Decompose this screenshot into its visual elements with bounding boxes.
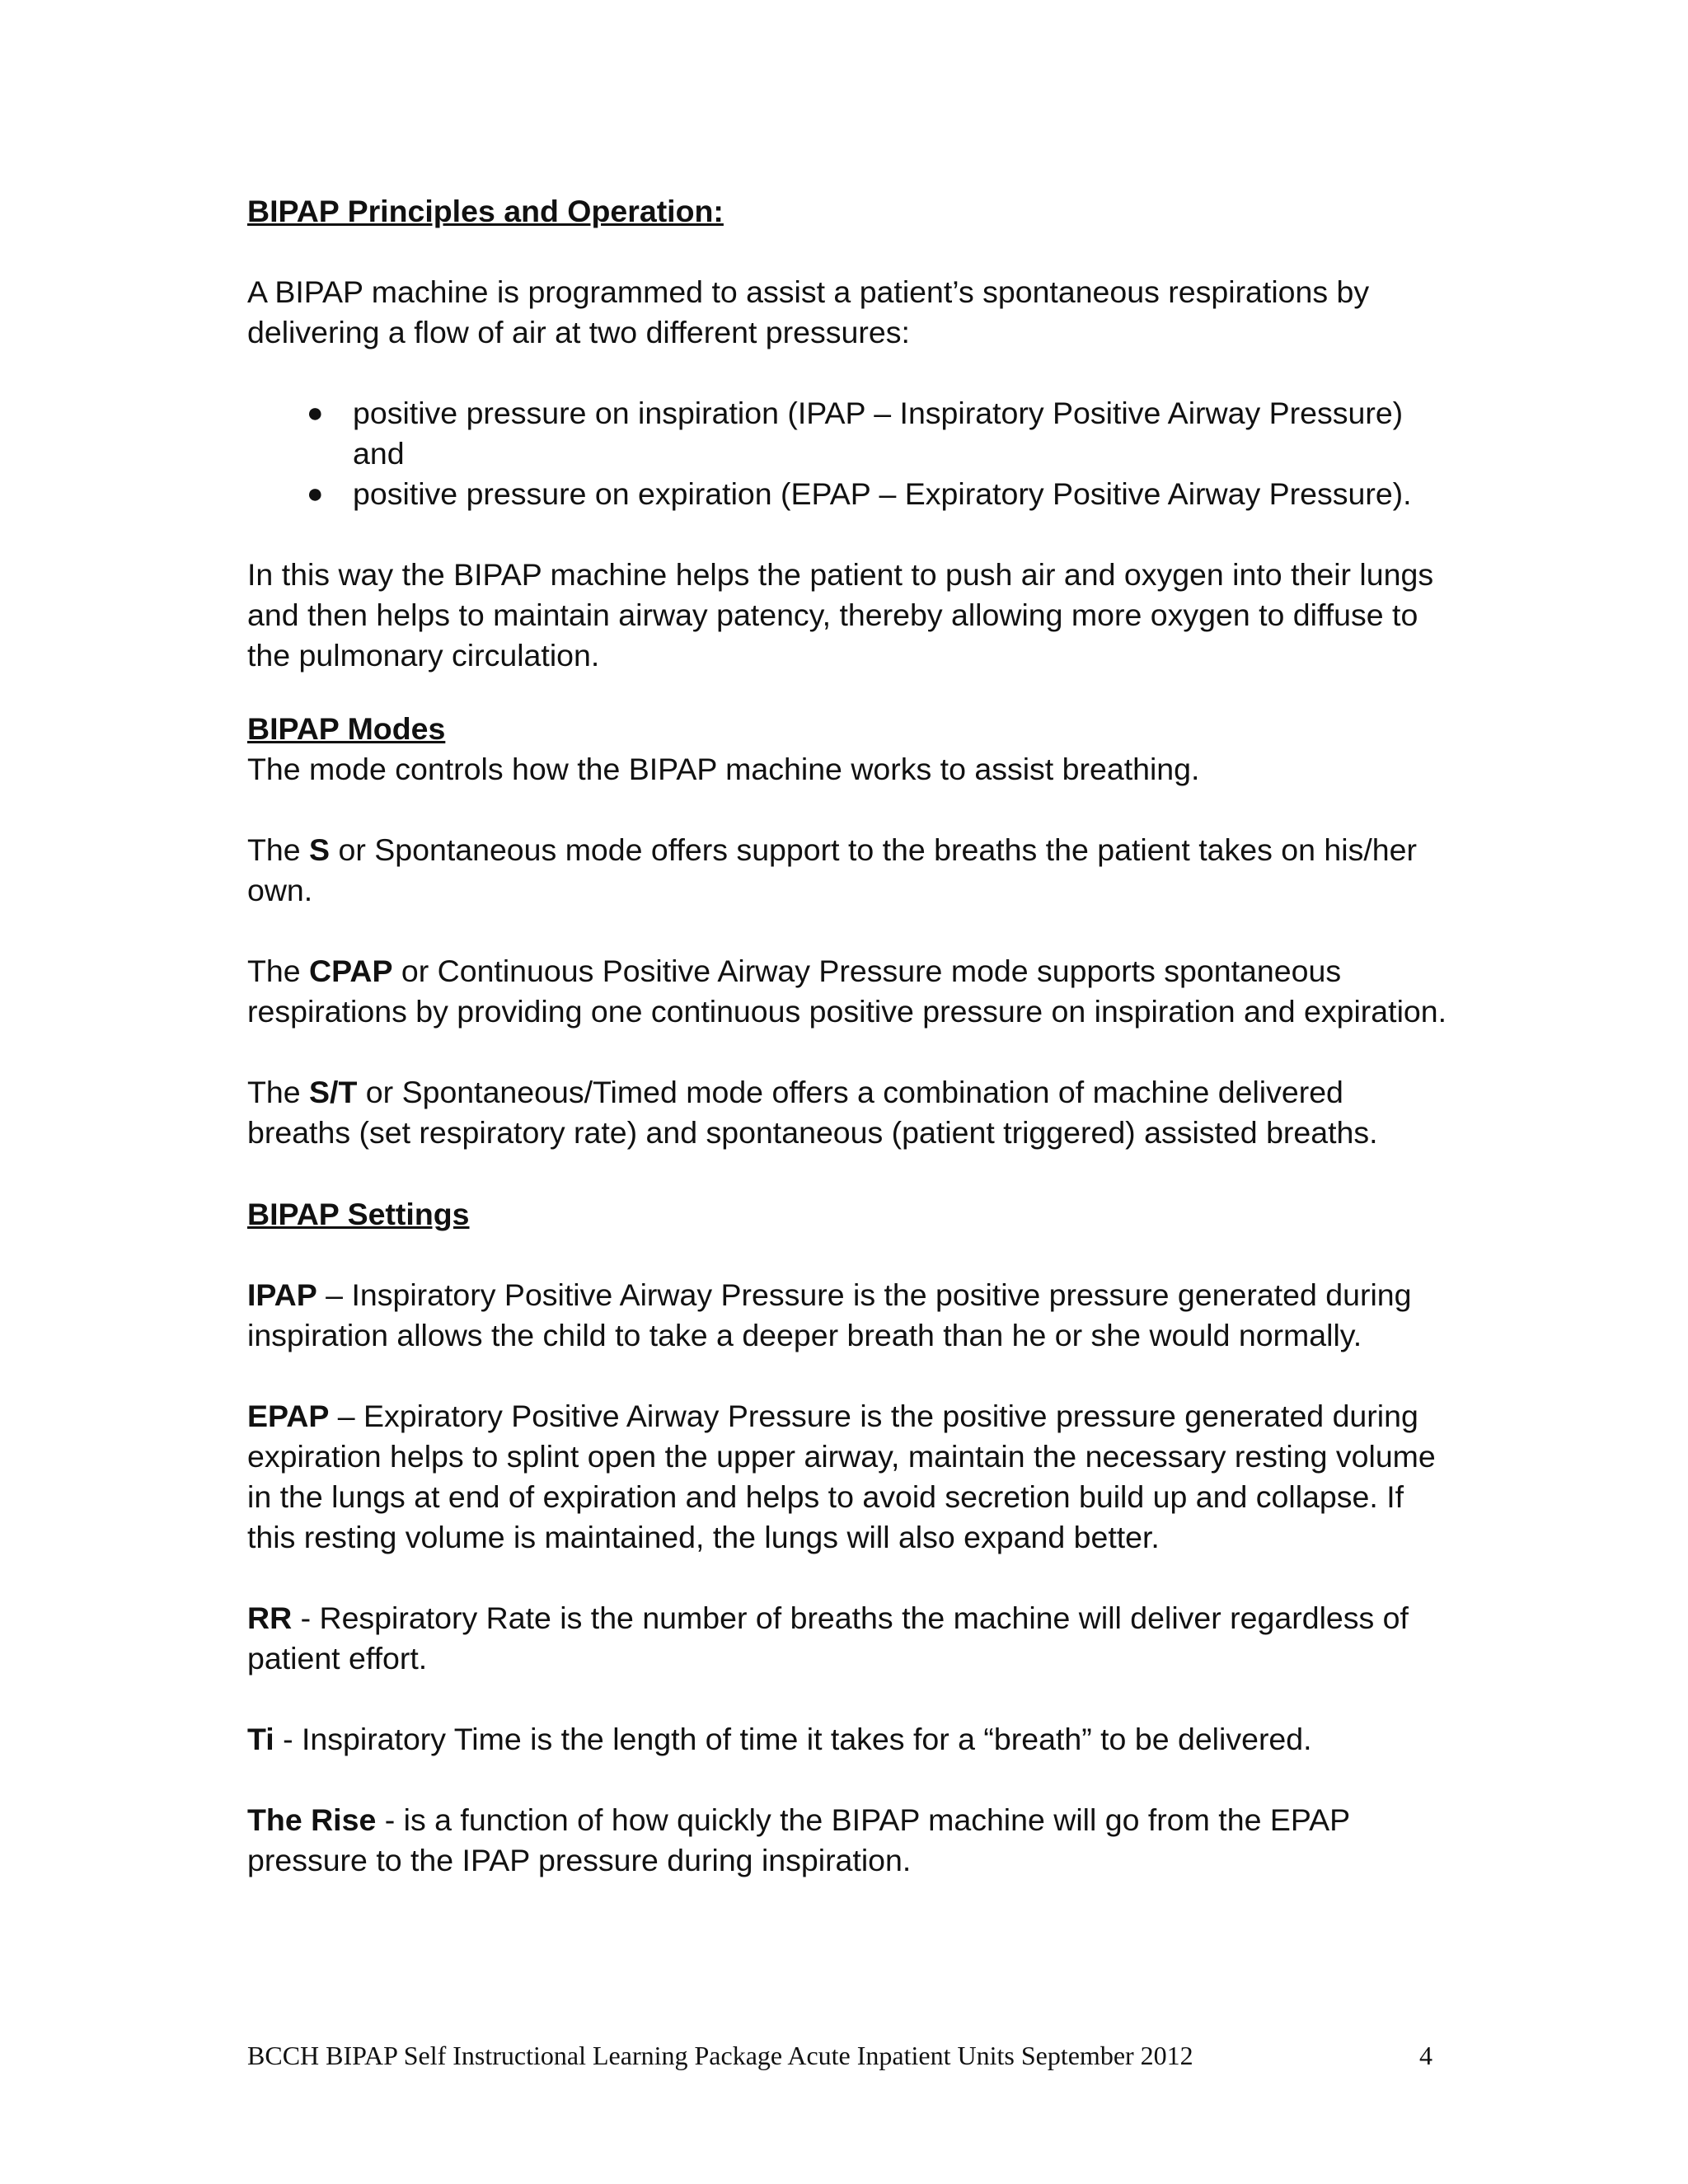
bullet-icon: ●	[307, 478, 324, 509]
mode-cpap-paragraph	[247, 951, 1451, 1032]
setting-description: - is a function of how quickly the BIPAP machine will go from the EPAP pressure to the IPAP pressure during inspiration.	[247, 1802, 1350, 1877]
mode-prefix: The	[247, 1075, 310, 1109]
paragraph-modes-intro: The mode controls how the BIPAP machine works to assist breathing.	[247, 752, 1200, 786]
bullet-text: positive pressure on inspiration (IPAP – Inspiratory Positive Airway Pressure) and	[353, 396, 1404, 471]
paragraph-intro: A BIPAP machine is programmed to assist a patient’s spontaneous respirations by delivering a flow of air at two different pressures:	[247, 274, 1370, 349]
setting-term-ti: Ti	[247, 1722, 274, 1756]
setting-description: – Inspiratory Positive Airway Pressure is the positive pressure generated during inspiration allows the child to take a deeper breath than he or she would normally.	[247, 1277, 1412, 1352]
setting-term-rr: RR	[247, 1601, 293, 1635]
mode-term-s: S	[309, 832, 331, 867]
setting-epap-paragraph	[247, 1396, 1451, 1558]
mode-term-st: S/T	[309, 1075, 358, 1109]
section-heading-modes: BIPAP Modes	[247, 711, 446, 746]
setting-term-rise: The Rise	[247, 1802, 377, 1837]
setting-rr-paragraph	[247, 1598, 1451, 1679]
page-footer	[247, 2039, 1432, 2072]
setting-description: - Inspiratory Time is the length of time it takes for a “breath” to be delivered.	[274, 1722, 1312, 1756]
mode-description: or Spontaneous mode offers support to the breaths the patient takes on his/her own.	[247, 832, 1417, 907]
setting-ipap-paragraph	[247, 1275, 1451, 1356]
setting-ti-paragraph	[247, 1719, 1451, 1760]
mode-description: or Spontaneous/Timed mode offers a combination of machine delivered breaths (set respiratory rate) and spontaneous (patient triggered) assisted breaths.	[247, 1075, 1378, 1150]
bullet-icon: ●	[307, 397, 324, 429]
setting-rise-paragraph	[247, 1800, 1451, 1881]
setting-term-epap: EPAP	[247, 1399, 330, 1433]
mode-prefix: The	[247, 954, 310, 988]
mode-prefix: The	[247, 832, 310, 867]
section-heading-principles: BIPAP Principles and Operation:	[247, 194, 724, 228]
mode-term-cpap: CPAP	[309, 954, 393, 988]
page-number: 4	[1419, 2041, 1432, 2070]
paragraph-summary: In this way the BIPAP machine helps the patient to push air and oxygen into their lungs and then helps to maintain airway patency, thereby allowing more oxygen to diffuse to the pulmonary circulation.	[247, 557, 1434, 673]
setting-description: – Expiratory Positive Airway Pressure is the positive pressure generated during expiration helps to splint open the upper airway, maintain the necessary resting volume in the lungs at end of expiration and helps to avoid secretion build up and collapse. If this resting volume is maintained, the lungs will also expand better.	[247, 1399, 1436, 1554]
bullet-item-ipap	[247, 393, 1451, 474]
setting-term-ipap: IPAP	[247, 1277, 317, 1312]
mode-st-paragraph	[247, 1072, 1451, 1153]
mode-s-paragraph	[247, 830, 1451, 911]
bullet-text: positive pressure on expiration (EPAP – Expiratory Positive Airway Pressure).	[353, 476, 1412, 511]
footer-title: BCCH BIPAP Self Instructional Learning Package Acute Inpatient Units September 2012	[247, 2041, 1193, 2070]
bullet-item-epap	[247, 474, 1451, 514]
page-content	[247, 191, 1451, 1881]
section-heading-settings: BIPAP Settings	[247, 1197, 470, 1231]
pressure-bullet-list	[247, 393, 1451, 514]
setting-description: - Respiratory Rate is the number of breaths the machine will deliver regardless of patient effort.	[247, 1601, 1409, 1675]
mode-description: or Continuous Positive Airway Pressure mode supports spontaneous respirations by providing one continuous positive pressure on inspiration and expiration.	[247, 954, 1447, 1029]
